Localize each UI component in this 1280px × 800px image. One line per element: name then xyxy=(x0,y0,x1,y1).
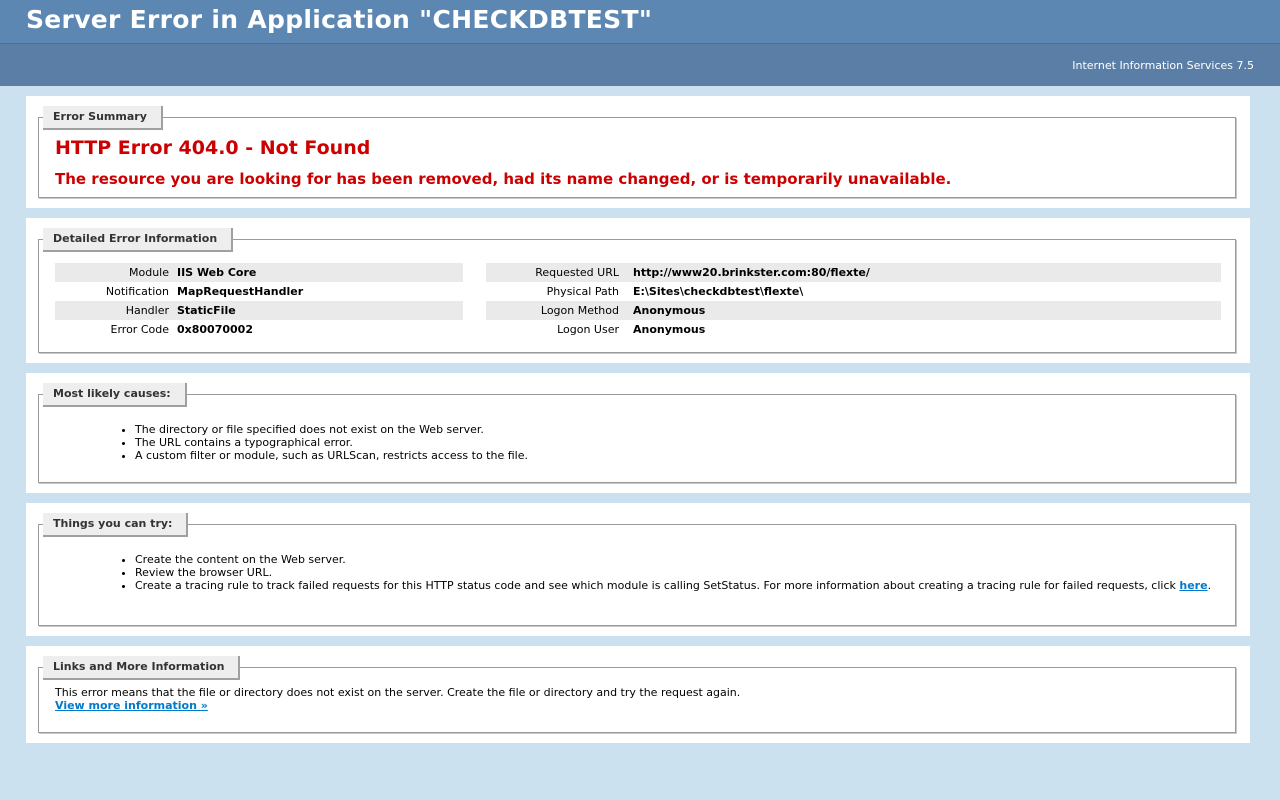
detail-row xyxy=(55,263,463,282)
detail-left-column xyxy=(55,263,463,339)
detail-label: Module xyxy=(129,266,169,279)
detail-label: Requested URL xyxy=(535,266,619,279)
detail-value: http://www20.brinkster.com:80/flexte/ xyxy=(633,266,870,279)
detail-label: Physical Path xyxy=(546,285,619,298)
page-title: Server Error in Application "CHECKDBTEST" xyxy=(26,5,653,34)
causes-list xyxy=(119,423,528,462)
causes-legend: Most likely causes: xyxy=(43,383,187,407)
detailed-info-section xyxy=(26,218,1250,363)
detail-value: Anonymous xyxy=(633,304,706,317)
list-item: • Create the content on the Web server. xyxy=(135,553,1215,566)
detail-label: Logon Method xyxy=(540,304,619,317)
error-summary-section xyxy=(26,96,1250,208)
tracing-text: Create a tracing rule to track failed requests for this HTTP status code and see which module is calling SetStatus. For more information about creating a tracing rule for failed requests, click xyxy=(135,579,1176,592)
detail-row xyxy=(55,301,463,320)
list-item: • The directory or file specified does not exist on the Web server. xyxy=(135,423,528,436)
detailed-info-legend: Detailed Error Information xyxy=(43,228,233,252)
detail-row xyxy=(486,320,1221,339)
detail-row xyxy=(55,282,463,301)
detail-row xyxy=(486,301,1221,320)
page-header xyxy=(0,0,1280,44)
detail-value: Anonymous xyxy=(633,323,706,336)
view-more-link[interactable]: View more information » xyxy=(55,699,208,712)
causes-box xyxy=(38,387,1236,483)
try-legend: Things you can try: xyxy=(43,513,188,537)
server-version: Internet Information Services 7.5 xyxy=(1072,59,1254,72)
detail-label: Error Code xyxy=(110,323,169,336)
links-section xyxy=(26,646,1250,743)
detailed-info-box xyxy=(38,232,1236,353)
list-item: • Review the browser URL. xyxy=(135,566,1215,579)
try-list xyxy=(119,553,1215,592)
list-item xyxy=(135,579,1215,592)
try-box xyxy=(38,517,1236,626)
detail-label: Notification xyxy=(105,285,169,298)
detail-value: IIS Web Core xyxy=(177,266,257,279)
detail-value: StaticFile xyxy=(177,304,236,317)
try-section xyxy=(26,503,1250,636)
detail-right-column xyxy=(486,263,1221,339)
list-item: • The URL contains a typographical error. xyxy=(135,436,528,449)
detail-label: Logon User xyxy=(557,323,619,336)
server-banner xyxy=(0,44,1280,86)
here-link[interactable]: here xyxy=(1179,579,1208,592)
list-item: • A custom filter or module, such as URLScan, restricts access to the file. xyxy=(135,449,528,462)
detail-value: E:\Sites\checkdbtest\flexte\ xyxy=(633,285,804,298)
links-box xyxy=(38,660,1236,733)
detail-row xyxy=(486,282,1221,301)
here-suffix: . xyxy=(1207,579,1212,592)
error-description: The resource you are looking for has been removed, had its name changed, or is temporarily unavailable. xyxy=(55,170,952,188)
detail-row xyxy=(55,320,463,339)
causes-section xyxy=(26,373,1250,493)
detail-row xyxy=(486,263,1221,282)
links-description: This error means that the file or directory does not exist on the server. Create the file or directory and try the request again. xyxy=(55,686,741,699)
links-legend: Links and More Information xyxy=(43,656,240,680)
links-body xyxy=(55,686,740,712)
error-summary-box xyxy=(38,110,1236,198)
detail-value: MapRequestHandler xyxy=(177,285,304,298)
detail-value: 0x80070002 xyxy=(177,323,253,336)
error-title: HTTP Error 404.0 - Not Found xyxy=(55,137,371,159)
error-summary-legend: Error Summary xyxy=(43,106,163,130)
detail-label: Handler xyxy=(125,304,169,317)
